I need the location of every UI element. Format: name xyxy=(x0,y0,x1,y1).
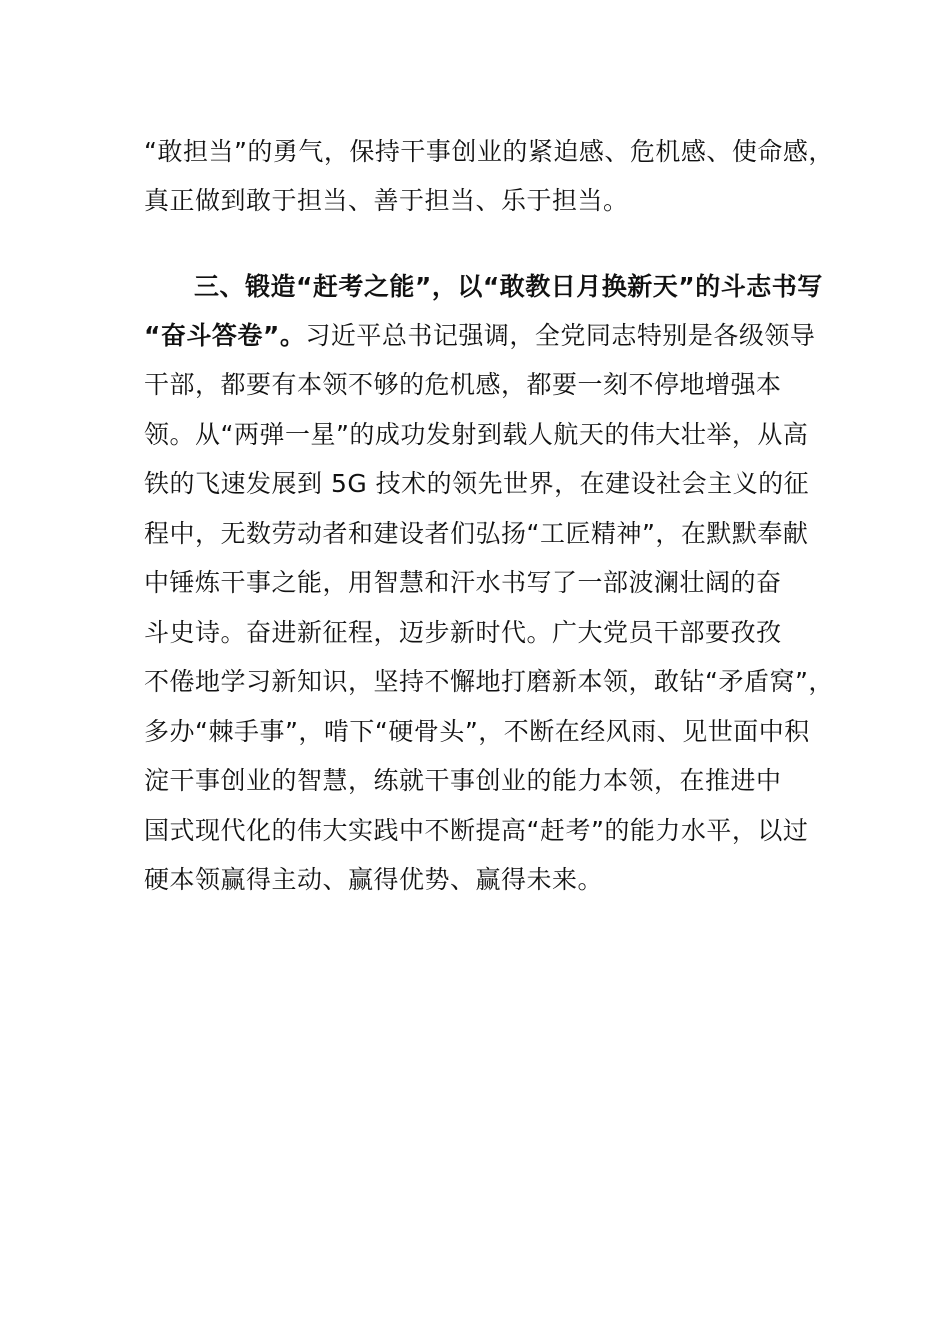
paragraph-2-line-8: 不倦地学习新知识，坚持不懈地打磨新本领，敢钻“矛盾窝”， xyxy=(144,667,834,696)
paragraph-2-line-9: 多办“棘手事”，啃下“硬骨头”，不断在经风雨、见世面中积 xyxy=(144,717,810,746)
paragraph-2-line-5: 程中，无数劳动者和建设者们弘扬“工匠精神”，在默默奉献 xyxy=(144,519,809,548)
paragraph-2-line-4: 铁的飞速发展到 5G 技术的领先世界，在建设社会主义的征 xyxy=(144,469,810,498)
paragraph-2-line-6: 中锤炼干事之能，用智慧和汗水书写了一部波澜壮阔的奋 xyxy=(144,568,782,597)
paragraph-2-line-7: 斗史诗。奋进新征程，迈步新时代。广大党员干部要孜孜 xyxy=(144,618,782,647)
paragraph-2-line-3: 领。从“两弹一星”的成功发射到载人航天的伟大壮举，从高 xyxy=(144,420,809,449)
paragraph-2-line-2: 干部，都要有本领不够的危机感，都要一刻不停地增强本 xyxy=(144,370,782,399)
paragraph-1-line-1: “敢担当”的勇气，保持干事创业的紧迫感、危机感、使命感， xyxy=(144,137,834,166)
section-heading-tail: “奋斗答卷”。 xyxy=(144,321,306,350)
paragraph-2-line-10: 淀干事创业的智慧，练就干事创业的能力本领，在推进中 xyxy=(144,766,782,795)
paragraph-2-line-12: 硬本领赢得主动、赢得优势、赢得未来。 xyxy=(144,865,604,894)
paragraph-2-line-1-text: 习近平总书记强调，全党同志特别是各级领导 xyxy=(305,321,816,350)
section-heading-line-1: 三、锻造“赶考之能”，以“敢教日月换新天”的斗志书写 xyxy=(194,272,823,301)
paragraph-1-line-2: 真正做到敢于担当、善于担当、乐于担当。 xyxy=(144,186,629,215)
paragraph-2-line-11: 国式现代化的伟大实践中不断提高“赶考”的能力水平，以过 xyxy=(144,816,809,845)
section-heading-line-2 xyxy=(144,321,815,351)
